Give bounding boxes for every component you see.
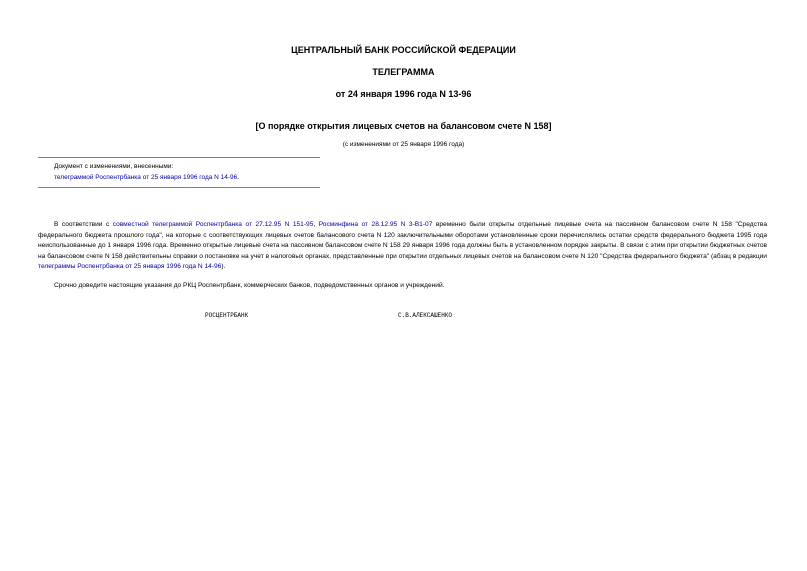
- signature-name: С.В.АЛЕКСАШЕНКО: [398, 312, 453, 319]
- amending-telegram-inline-link[interactable]: телеграммы Роспентрбанка от 25 января 1996 года N 14-96: [38, 263, 222, 270]
- p1-text-3: временно были открыты отдельные лицевые счета на пассивном балансовом счете N 158 "Средства федерального бюджета прошлого года", на которые с соответствующих лицевых счетов балансового счета N 120 заключительными оборотами установленные сроки перечислялись остатки средств федерального бюджета 1995 года неиспользованные до 1 января 1996 года. Временно открытые лицевые счета на пассивном балансовом счете N 158 29 января 1996 года должны быть в установленном порядке закрыты. В связи с этим при открытии бюджетных счетов на балансовом счете N 158 действительны справки о постановке на учет в налоговых органах, представленные при открытии отдельных лицевых счетов на балансовом счете N 120 "Средства федерального бюджета" (абзац в редакции: [38, 221, 767, 260]
- changes-box-label: Документ с изменениями, внесенными:: [54, 163, 174, 170]
- body-paragraph-2: Срочно доведите настоящие указания до РКЦ Роспентрбанк, коммерческих банков, подведомственных органов и учреждений.: [54, 282, 445, 289]
- document-title: [О порядке открытия лицевых счетов на балансовом счете N 158]: [255, 121, 552, 131]
- amending-telegram-link[interactable]: телеграммой Роспентрбанка от 25 января 1996 года N 14-96: [54, 174, 238, 181]
- changes-box-bottom-divider: [38, 187, 320, 188]
- p1-text-2: ,: [313, 221, 319, 228]
- changes-box-top-divider: [38, 157, 320, 158]
- minfin-letter-link[interactable]: Росминфина от 28.12.95 N 3-В1-07: [318, 221, 433, 228]
- changes-box-link-suffix: .: [237, 174, 240, 181]
- body-paragraph-1: [38, 220, 767, 273]
- p1-text-4: ).: [221, 263, 226, 270]
- changes-box: [54, 161, 239, 183]
- organization-heading: ЦЕНТРАЛЬНЫЙ БАНК РОССИЙСКОЙ ФЕДЕРАЦИИ: [291, 45, 516, 55]
- document-type-heading: ТЕЛЕГРАММА: [372, 67, 435, 77]
- signature-organization: РОСЦЕНТРБАНК: [205, 312, 249, 319]
- p1-text-1: В соответствии с: [54, 221, 113, 228]
- document-date-heading: от 24 января 1996 года N 13-96: [335, 89, 472, 99]
- changes-note: (с изменениями от 25 января 1996 года): [342, 141, 465, 148]
- changes-box-line: [54, 172, 239, 183]
- joint-telegram-link[interactable]: совместной телеграммой Роспентрбанка от 27.12.95 N 151-95: [112, 221, 314, 228]
